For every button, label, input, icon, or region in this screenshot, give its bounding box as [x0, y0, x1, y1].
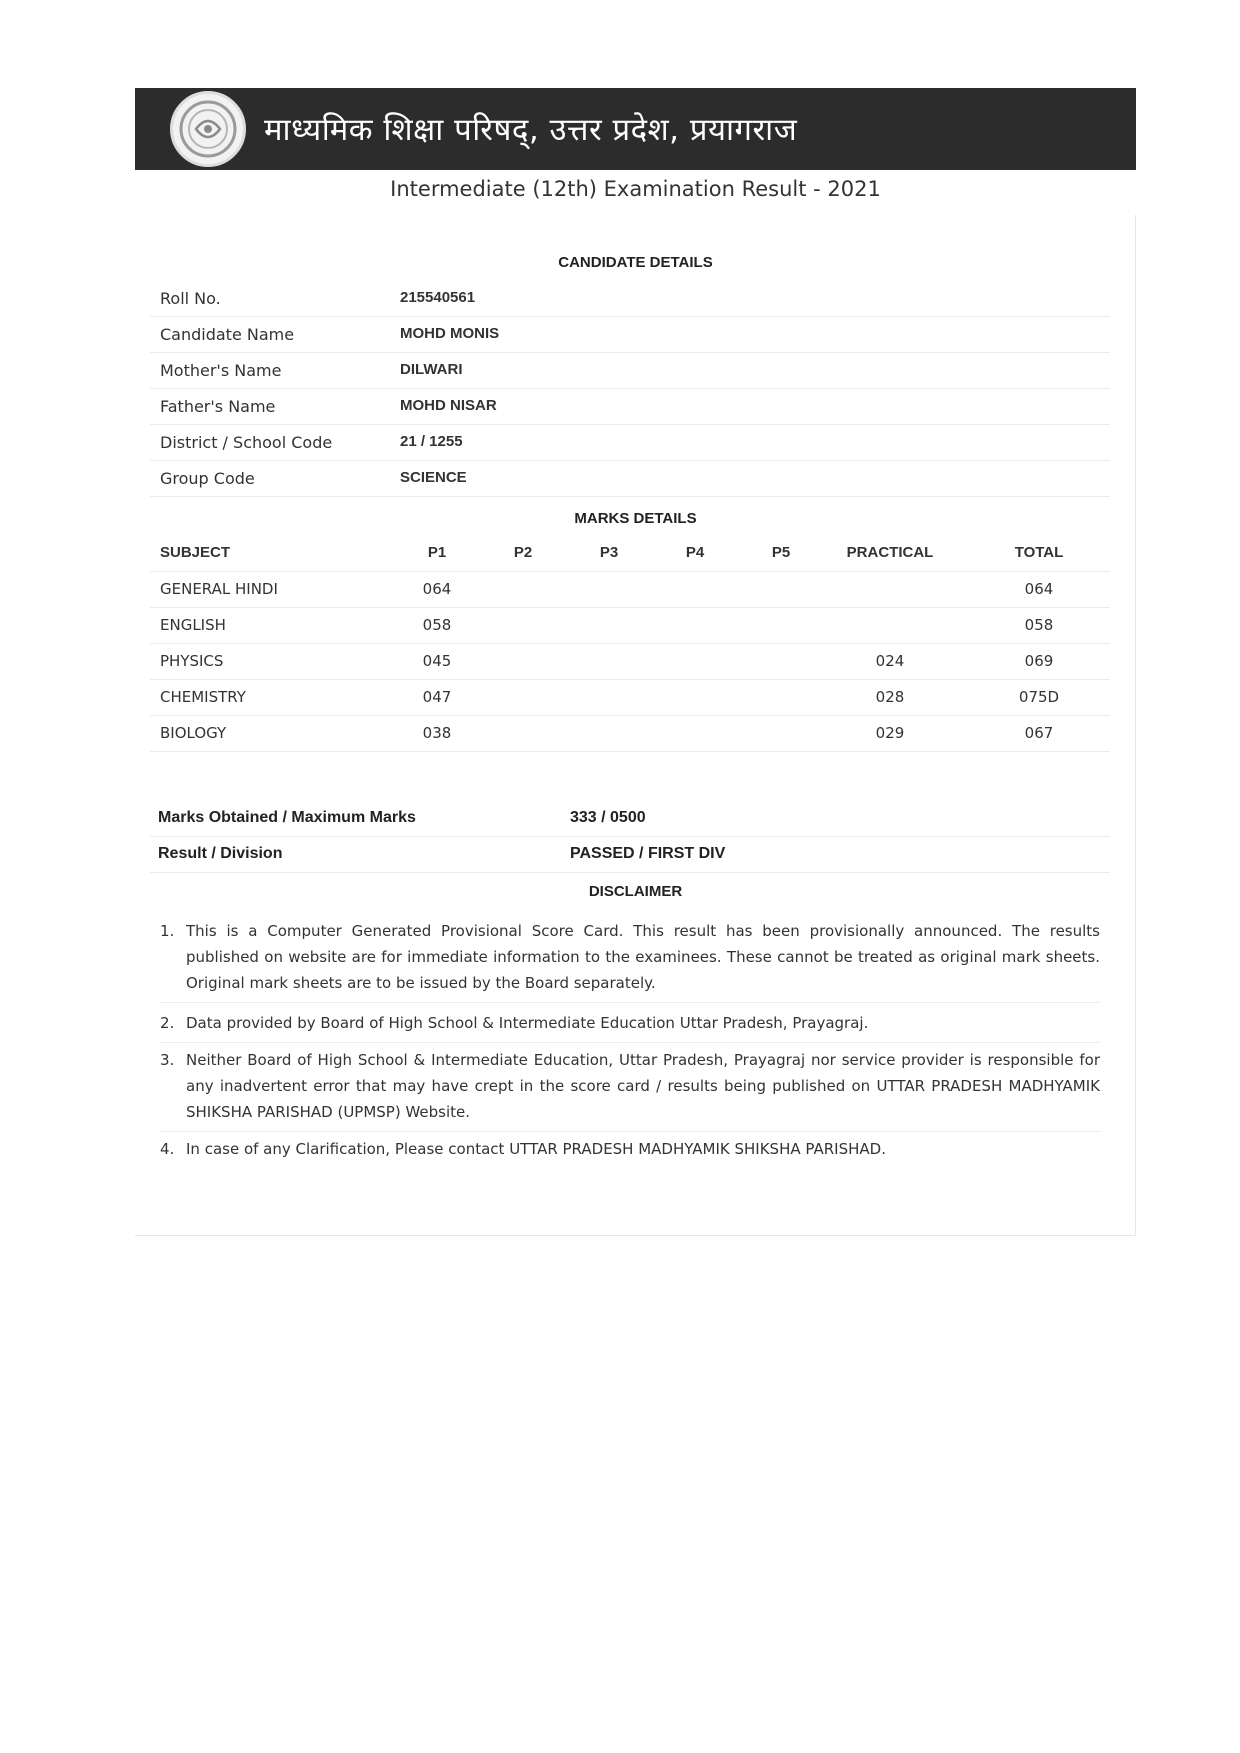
marks-obtained-label: Marks Obtained / Maximum Marks	[158, 809, 416, 826]
marks-obtained-row	[150, 800, 1110, 837]
practical-mark: 024	[875, 652, 905, 670]
marks-details-title: MARKS DETAILS	[574, 510, 697, 527]
disclaimer-text: Neither Board of High School & Intermediate Education, Uttar Pradesh, Prayagraj nor service provider is responsible for any inadvertent error that may have crept in the score card / results being published on UTTAR PRADESH MADHYAMIK SHIKSHA PARISHAD (UPMSP) Website.	[186, 1051, 1100, 1121]
p1-mark: 064	[422, 580, 452, 598]
col-header-p4: P4	[685, 544, 705, 561]
col-header-total: TOTAL	[1014, 544, 1064, 561]
board-title: माध्यमिक शिक्षा परिषद्, उत्तर प्रदेश, प्रयागराज	[264, 112, 798, 148]
table-row	[150, 715, 1110, 752]
field-label: Group Code	[160, 469, 255, 488]
disclaimer-number: 2.	[160, 1014, 175, 1032]
candidate-row-name	[150, 316, 1110, 353]
practical-mark: 029	[875, 724, 905, 742]
exam-title: Intermediate (12th) Examination Result - 2021	[390, 177, 881, 201]
disclaimer-text: Data provided by Board of High School & Intermediate Education Uttar Pradesh, Prayagraj.	[186, 1014, 869, 1032]
candidate-row-group	[150, 460, 1110, 497]
total-mark: 075D	[1018, 688, 1060, 706]
disclaimer-text: This is a Computer Generated Provisional Score Card. This result has been provisionally announced. The results published on website are for immediate information to the examinees. These cannot be treated as original mark sheets. Original mark sheets are to be issued by the Board separately.	[186, 922, 1100, 992]
disclaimer-item	[160, 1047, 1100, 1132]
field-label: Mother's Name	[160, 361, 282, 380]
disclaimer-item	[160, 1010, 1100, 1043]
subject-name: BIOLOGY	[160, 724, 227, 742]
field-value: SCIENCE	[400, 469, 467, 486]
subject-name: CHEMISTRY	[160, 688, 246, 706]
table-row	[150, 643, 1110, 680]
field-label: Father's Name	[160, 397, 276, 416]
result-division-value: PASSED / FIRST DIV	[570, 845, 726, 862]
total-mark: 069	[1024, 652, 1054, 670]
subject-name: ENGLISH	[160, 616, 226, 634]
candidate-row-mother	[150, 352, 1110, 389]
disclaimer-text: In case of any Clarification, Please contact UTTAR PRADESH MADHYAMIK SHIKSHA PARISHAD.	[186, 1140, 886, 1158]
col-header-p5: P5	[771, 544, 791, 561]
result-division-label: Result / Division	[158, 845, 283, 862]
field-value: MOHD NISAR	[400, 397, 497, 414]
table-row	[150, 571, 1110, 608]
field-value: DILWARI	[400, 361, 463, 378]
col-header-subject: SUBJECT	[160, 544, 231, 561]
col-header-p2: P2	[513, 544, 533, 561]
col-header-practical: PRACTICAL	[846, 544, 934, 561]
field-value: 21 / 1255	[400, 433, 463, 450]
field-label: District / School Code	[160, 433, 333, 452]
practical-mark: 028	[875, 688, 905, 706]
field-value: 215540561	[400, 289, 476, 306]
col-header-p1: P1	[427, 544, 447, 561]
result-division-row	[150, 836, 1110, 873]
p1-mark: 058	[422, 616, 452, 634]
col-header-p3: P3	[599, 544, 619, 561]
total-mark: 064	[1024, 580, 1054, 598]
table-row	[150, 679, 1110, 716]
candidate-row-roll	[150, 280, 1110, 317]
marks-obtained-value: 333 / 0500	[570, 809, 646, 826]
candidate-row-district	[150, 424, 1110, 461]
disclaimer-number: 3.	[160, 1051, 175, 1069]
candidate-row-father	[150, 388, 1110, 425]
up-government-emblem-icon	[170, 91, 246, 167]
marks-header-row	[150, 535, 1110, 572]
field-label: Candidate Name	[160, 325, 295, 344]
field-label: Roll No.	[160, 289, 221, 308]
disclaimer-number: 1.	[160, 922, 175, 940]
total-mark: 058	[1024, 616, 1054, 634]
field-value: MOHD MONIS	[400, 325, 500, 342]
disclaimer-item	[160, 918, 1100, 1003]
disclaimer-item	[160, 1136, 1100, 1168]
table-row	[150, 607, 1110, 644]
p1-mark: 045	[422, 652, 452, 670]
board-header	[135, 88, 1136, 170]
p1-mark: 038	[422, 724, 452, 742]
p1-mark: 047	[422, 688, 452, 706]
disclaimer-number: 4.	[160, 1140, 175, 1158]
subject-name: GENERAL HINDI	[160, 580, 278, 598]
candidate-details-title: CANDIDATE DETAILS	[558, 254, 713, 271]
subject-name: PHYSICS	[160, 652, 224, 670]
total-mark: 067	[1024, 724, 1054, 742]
disclaimer-title: DISCLAIMER	[588, 883, 683, 900]
